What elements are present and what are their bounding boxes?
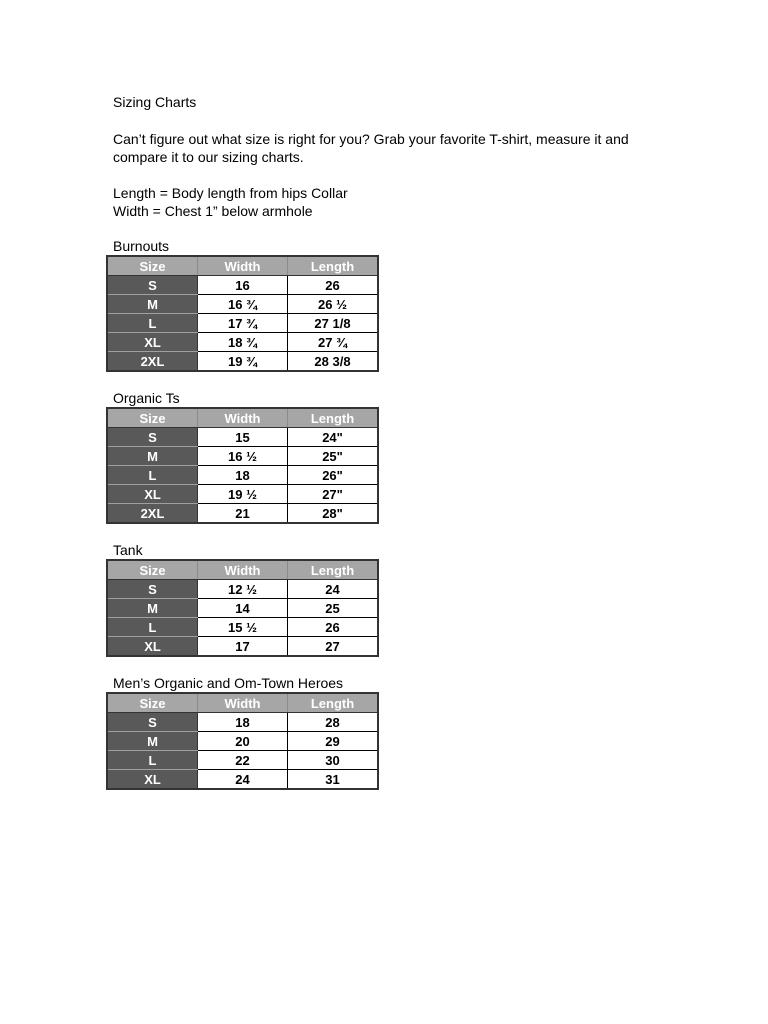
table-header-row [107,256,378,276]
chart-title: Tank [113,542,143,558]
column-header-width: Width [198,560,288,580]
column-header-size: Size [107,408,198,428]
width-cell: 16 ¾ [198,295,288,314]
length-cell: 26" [288,466,379,485]
size-cell: L [107,618,198,637]
table-row [107,333,378,352]
table-row [107,713,378,732]
length-cell: 29 [288,732,379,751]
width-cell: 21 [198,504,288,524]
width-cell: 17 ¾ [198,314,288,333]
table-row [107,352,378,372]
width-cell: 19 ¾ [198,352,288,372]
table-header-row [107,408,378,428]
width-cell: 16 [198,276,288,295]
table-row [107,428,378,447]
width-cell: 12 ½ [198,580,288,599]
size-cell: M [107,447,198,466]
width-cell: 16 ½ [198,447,288,466]
table-row [107,751,378,770]
length-cell: 27" [288,485,379,504]
length-cell: 26 ½ [288,295,379,314]
table-row [107,314,378,333]
column-header-length: Length [288,693,379,713]
column-header-width: Width [198,693,288,713]
width-definition: Width = Chest 1” below armhole [113,203,313,219]
width-cell: 18 ¾ [198,333,288,352]
size-cell: XL [107,637,198,657]
size-cell: 2XL [107,352,198,372]
length-cell: 28" [288,504,379,524]
length-definition: Length = Body length from hips Collar [113,185,348,201]
page-title: Sizing Charts [113,94,197,110]
table-row [107,770,378,790]
length-cell: 25 [288,599,379,618]
table-row [107,447,378,466]
length-cell: 27 1/8 [288,314,379,333]
size-cell: S [107,428,198,447]
table-row [107,618,378,637]
width-cell: 14 [198,599,288,618]
length-cell: 24" [288,428,379,447]
size-cell: S [107,713,198,732]
width-cell: 22 [198,751,288,770]
size-cell: XL [107,333,198,352]
width-cell: 17 [198,637,288,657]
size-cell: L [107,751,198,770]
table-row [107,732,378,751]
chart-organic-ts [106,390,673,524]
intro-paragraph: Can’t figure out what size is right for you? Grab your favorite T-shirt, measure it and compare it to our sizing charts. [113,131,629,165]
table-row [107,504,378,524]
size-cell: M [107,295,198,314]
width-cell: 24 [198,770,288,790]
table-row [107,466,378,485]
table-row [107,637,378,657]
size-cell: 2XL [107,504,198,524]
table-row [107,485,378,504]
table-row [107,580,378,599]
size-cell: XL [107,770,198,790]
chart-title: Organic Ts [113,390,180,406]
size-cell: M [107,599,198,618]
chart-tank [106,542,673,657]
width-cell: 15 [198,428,288,447]
size-cell: S [107,276,198,295]
length-cell: 28 [288,713,379,732]
document-page [113,94,673,790]
size-cell: XL [107,485,198,504]
table-row [107,295,378,314]
length-cell: 26 [288,618,379,637]
chart-title: Men’s Organic and Om-Town Heroes [113,675,344,691]
length-cell: 26 [288,276,379,295]
table-row [107,599,378,618]
column-header-length: Length [288,560,379,580]
length-cell: 30 [288,751,379,770]
measurement-definitions [113,184,673,220]
chart-title: Burnouts [113,238,170,254]
chart-mens-organic [106,675,673,790]
size-table [106,407,379,524]
table-header-row [107,693,378,713]
column-header-width: Width [198,256,288,276]
column-header-width: Width [198,408,288,428]
column-header-length: Length [288,256,379,276]
table-header-row [107,560,378,580]
size-table [106,559,379,657]
width-cell: 18 [198,466,288,485]
column-header-size: Size [107,560,198,580]
length-cell: 28 3/8 [288,352,379,372]
length-cell: 25" [288,447,379,466]
chart-burnouts [106,238,673,372]
table-row [107,276,378,295]
size-cell: M [107,732,198,751]
size-cell: L [107,314,198,333]
width-cell: 20 [198,732,288,751]
size-cell: S [107,580,198,599]
size-cell: L [107,466,198,485]
length-cell: 27 ¾ [288,333,379,352]
column-header-size: Size [107,693,198,713]
length-cell: 31 [288,770,379,790]
length-cell: 24 [288,580,379,599]
width-cell: 15 ½ [198,618,288,637]
size-table [106,255,379,372]
size-table [106,692,379,790]
length-cell: 27 [288,637,379,657]
width-cell: 19 ½ [198,485,288,504]
width-cell: 18 [198,713,288,732]
column-header-length: Length [288,408,379,428]
column-header-size: Size [107,256,198,276]
